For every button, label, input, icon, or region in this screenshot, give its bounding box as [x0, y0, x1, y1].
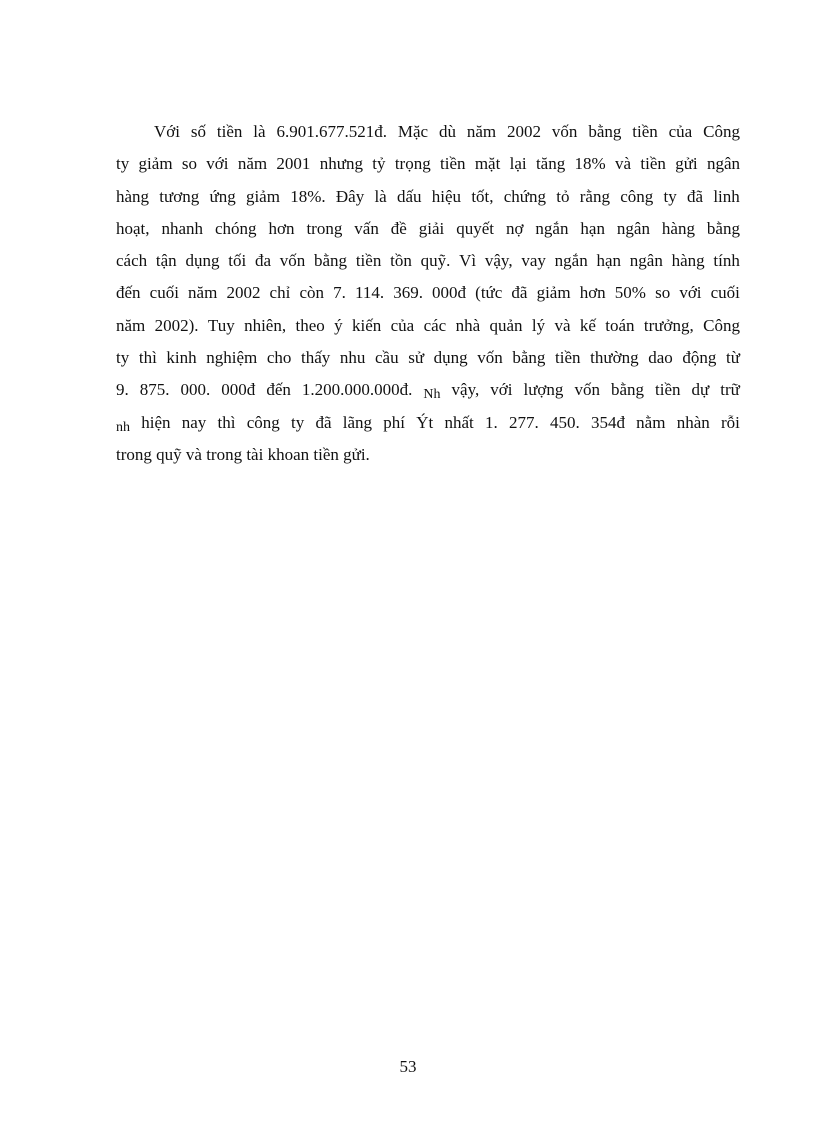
page-number: 53 [399, 1057, 417, 1076]
paragraph-line-8: ty thì kinh nghiệm cho thấy nhu cầu sử dụng vốn bằng tiền thường dao động từ [116, 348, 740, 368]
paragraph-line-3: hàng tương ứng giảm 18%. Đây là dấu hiệu tốt, chứng tỏ rằng công ty đã linh [116, 186, 740, 206]
paragraph-line-11: trong quỹ và trong tài khoan tiền gửi. [116, 444, 370, 464]
paragraph-line-1: Với số tiền là 6.901.677.521đ. Mặc dù năm 2002 vốn bằng tiền của Công [154, 122, 740, 141]
paragraph-line-6: đến cuối năm 2002 chỉ còn 7. 114. 369. 000đ (tức đã giảm hơn 50% so với cuối [116, 283, 740, 303]
paragraph-line-10: nh hiện nay thì công ty đã lãng phí Ýt nhất 1. 277. 450. 354đ nằm nhàn rỗi [116, 412, 740, 435]
paragraph-line-4: hoạt, nhanh chóng hơn trong vấn đề giải quyết nợ ngắn hạn ngân hàng bằng [116, 218, 740, 238]
paragraph-line-7: năm 2002). Tuy nhiên, theo ý kiến của các nhà quản lý và kế toán trưởng, Công [116, 315, 740, 335]
body-paragraph [116, 116, 740, 471]
paragraph-line-2: ty giảm so với năm 2001 nhưng tỷ trọng tiền mặt lại tăng 18% và tiền gửi ngân [116, 154, 740, 174]
paragraph-line-5: cách tận dụng tối đa vốn bằng tiền tồn quỹ. Vì vậy, vay ngắn hạn ngân hàng tính [116, 251, 740, 271]
paragraph-line-9: 9. 875. 000. 000đ đến 1.200.000.000đ. Nh vậy, với lượng vốn bằng tiền dự trữ [116, 380, 740, 403]
